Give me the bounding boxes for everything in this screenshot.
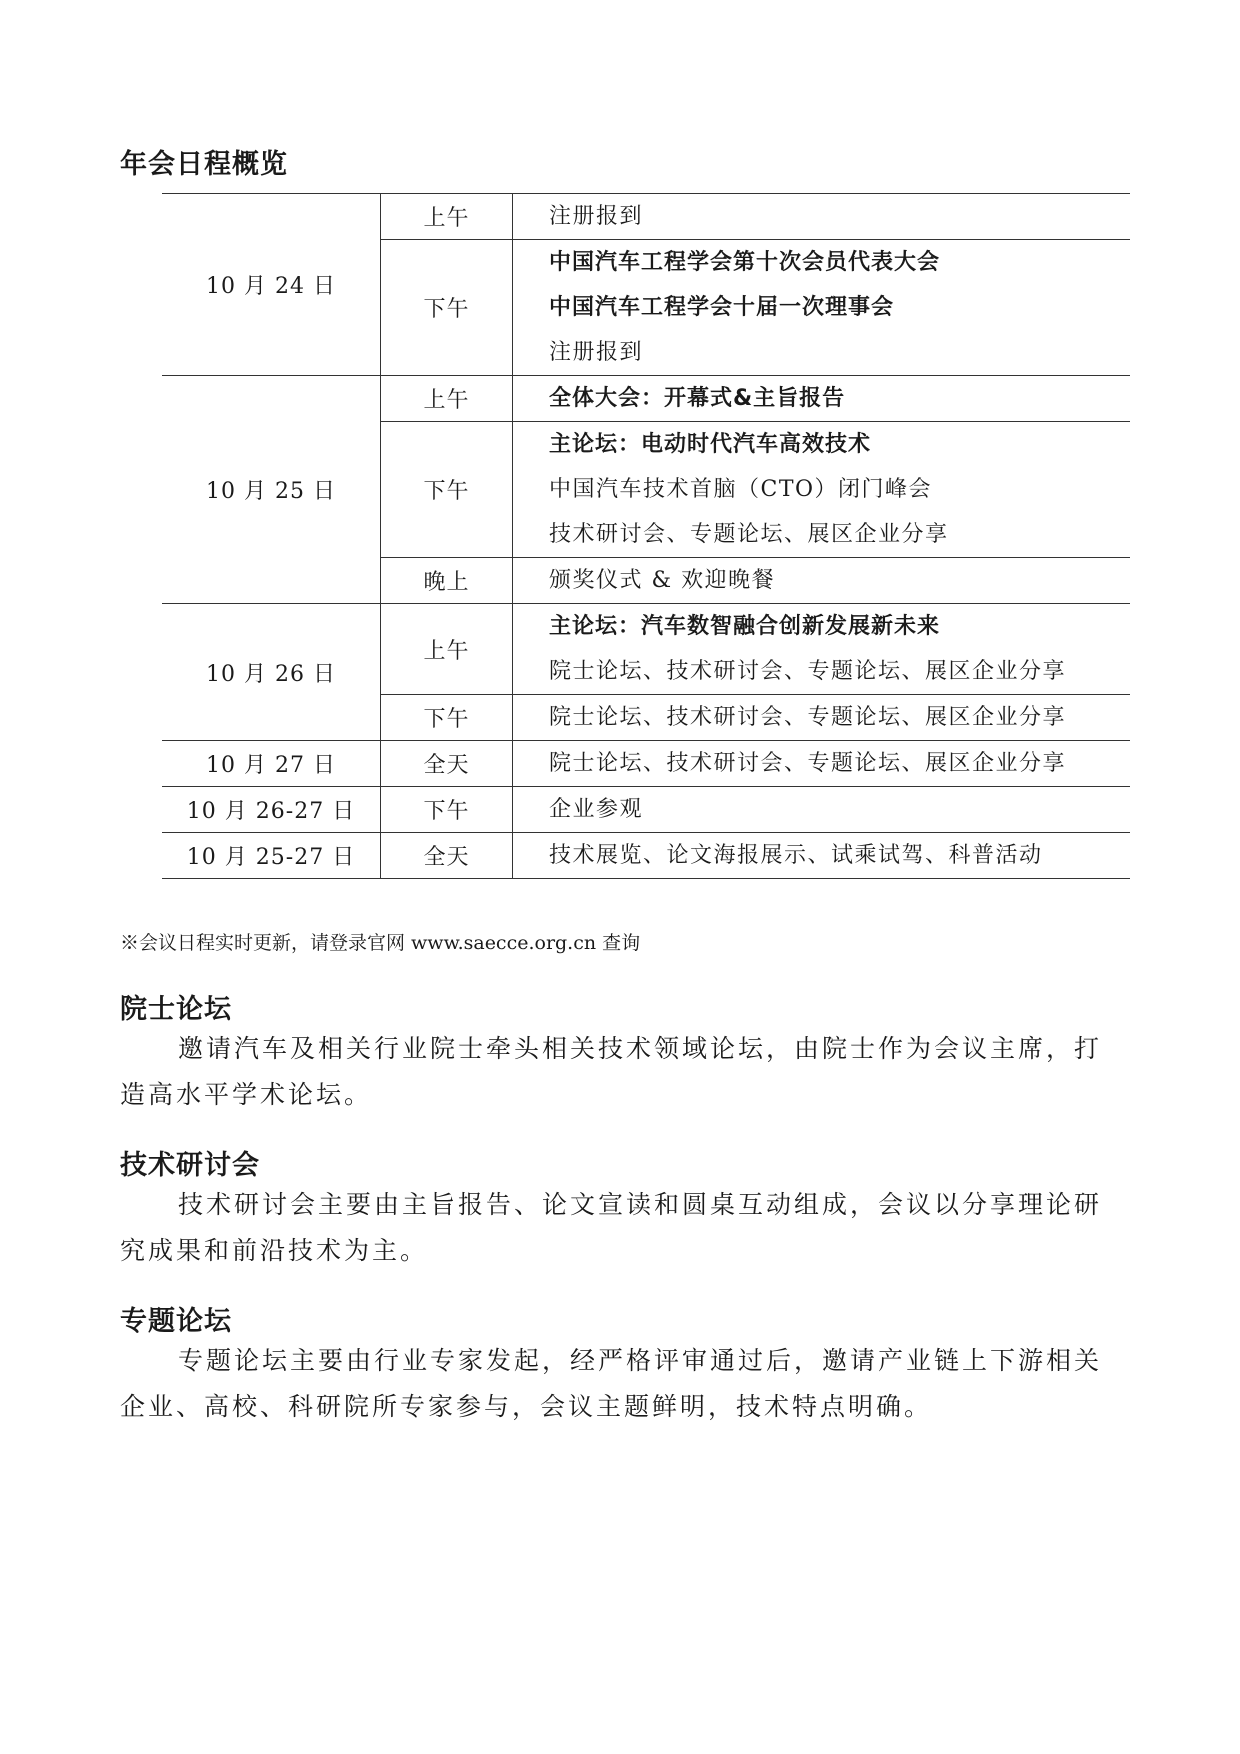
schedule-row — [162, 604, 1130, 695]
section-heading-special-forum: 专题论坛 — [120, 1306, 232, 1337]
schedule-period: 上午 — [381, 376, 513, 422]
schedule-period: 下午 — [381, 695, 513, 741]
section-body-academician-forum: 邀请汽车及相关行业院士牵头相关技术领域论坛，由院士作为会议主席，打造高水平学术论坛。 — [120, 1034, 1103, 1109]
schedule-date: 10 月 26 日 — [162, 604, 381, 741]
schedule-items — [513, 194, 1131, 240]
schedule-period: 全天 — [381, 741, 513, 787]
schedule-period: 上午 — [381, 604, 513, 695]
schedule-item: 颁奖仪式 & 欢迎晚餐 — [549, 568, 776, 593]
schedule-items — [513, 787, 1131, 833]
schedule-item: 中国汽车工程学会十届一次理事会 — [549, 295, 895, 320]
schedule-note: ※会议日程实时更新，请登录官网 www.saecce.org.cn 查询 — [120, 932, 641, 954]
schedule-period: 晚上 — [381, 558, 513, 604]
schedule-row — [162, 833, 1130, 879]
section-heading-technical-symposium: 技术研讨会 — [120, 1150, 260, 1181]
schedule-date: 10 月 24 日 — [162, 194, 381, 376]
schedule-items — [513, 833, 1131, 879]
schedule-period: 全天 — [381, 833, 513, 879]
schedule-item: 院士论坛、技术研讨会、专题论坛、展区企业分享 — [549, 705, 1067, 730]
schedule-item: 注册报到 — [549, 204, 644, 229]
schedule-item: 技术研讨会、专题论坛、展区企业分享 — [549, 522, 949, 547]
schedule-item: 院士论坛、技术研讨会、专题论坛、展区企业分享 — [549, 659, 1067, 684]
schedule-date: 10 月 26-27 日 — [162, 787, 381, 833]
schedule-item: 注册报到 — [549, 340, 644, 365]
schedule-date: 10 月 25 日 — [162, 376, 381, 604]
schedule-date: 10 月 27 日 — [162, 741, 381, 787]
schedule-item: 技术展览、论文海报展示、试乘试驾、科普活动 — [549, 843, 1043, 868]
schedule-items — [513, 695, 1131, 741]
section-body-special-forum: 专题论坛主要由行业专家发起，经严格评审通过后，邀请产业链上下游相关企业、高校、科研院所专家参与，会议主题鲜明，技术特点明确。 — [120, 1346, 1103, 1421]
section-heading-academician-forum: 院士论坛 — [120, 994, 232, 1025]
section-body-technical-symposium: 技术研讨会主要由主旨报告、论文宣读和圆桌互动组成，会议以分享理论研究成果和前沿技术为主。 — [120, 1190, 1103, 1265]
page-title: 年会日程概览 — [120, 149, 288, 180]
schedule-item: 主论坛：电动时代汽车高效技术 — [549, 432, 872, 457]
schedule-row — [162, 741, 1130, 787]
schedule-items — [513, 240, 1131, 376]
schedule-period: 下午 — [381, 787, 513, 833]
schedule-item: 企业参观 — [549, 797, 644, 822]
schedule-period: 下午 — [381, 240, 513, 376]
schedule-table-body — [162, 194, 1130, 879]
schedule-item: 中国汽车工程学会第十次会员代表大会 — [549, 250, 941, 275]
schedule-row — [162, 787, 1130, 833]
schedule-items — [513, 604, 1131, 695]
schedule-items — [513, 558, 1131, 604]
schedule-row — [162, 194, 1130, 240]
schedule-row — [162, 376, 1130, 422]
schedule-table — [162, 193, 1130, 879]
schedule-period: 上午 — [381, 194, 513, 240]
schedule-items — [513, 376, 1131, 422]
schedule-items — [513, 741, 1131, 787]
schedule-item: 中国汽车技术首脑（CTO）闭门峰会 — [549, 477, 933, 502]
schedule-item: 院士论坛、技术研讨会、专题论坛、展区企业分享 — [549, 751, 1067, 776]
schedule-items — [513, 422, 1131, 558]
schedule-item: 全体大会：开幕式&主旨报告 — [549, 386, 846, 411]
schedule-item: 主论坛：汽车数智融合创新发展新未来 — [549, 614, 941, 639]
schedule-date: 10 月 25-27 日 — [162, 833, 381, 879]
schedule-period: 下午 — [381, 422, 513, 558]
